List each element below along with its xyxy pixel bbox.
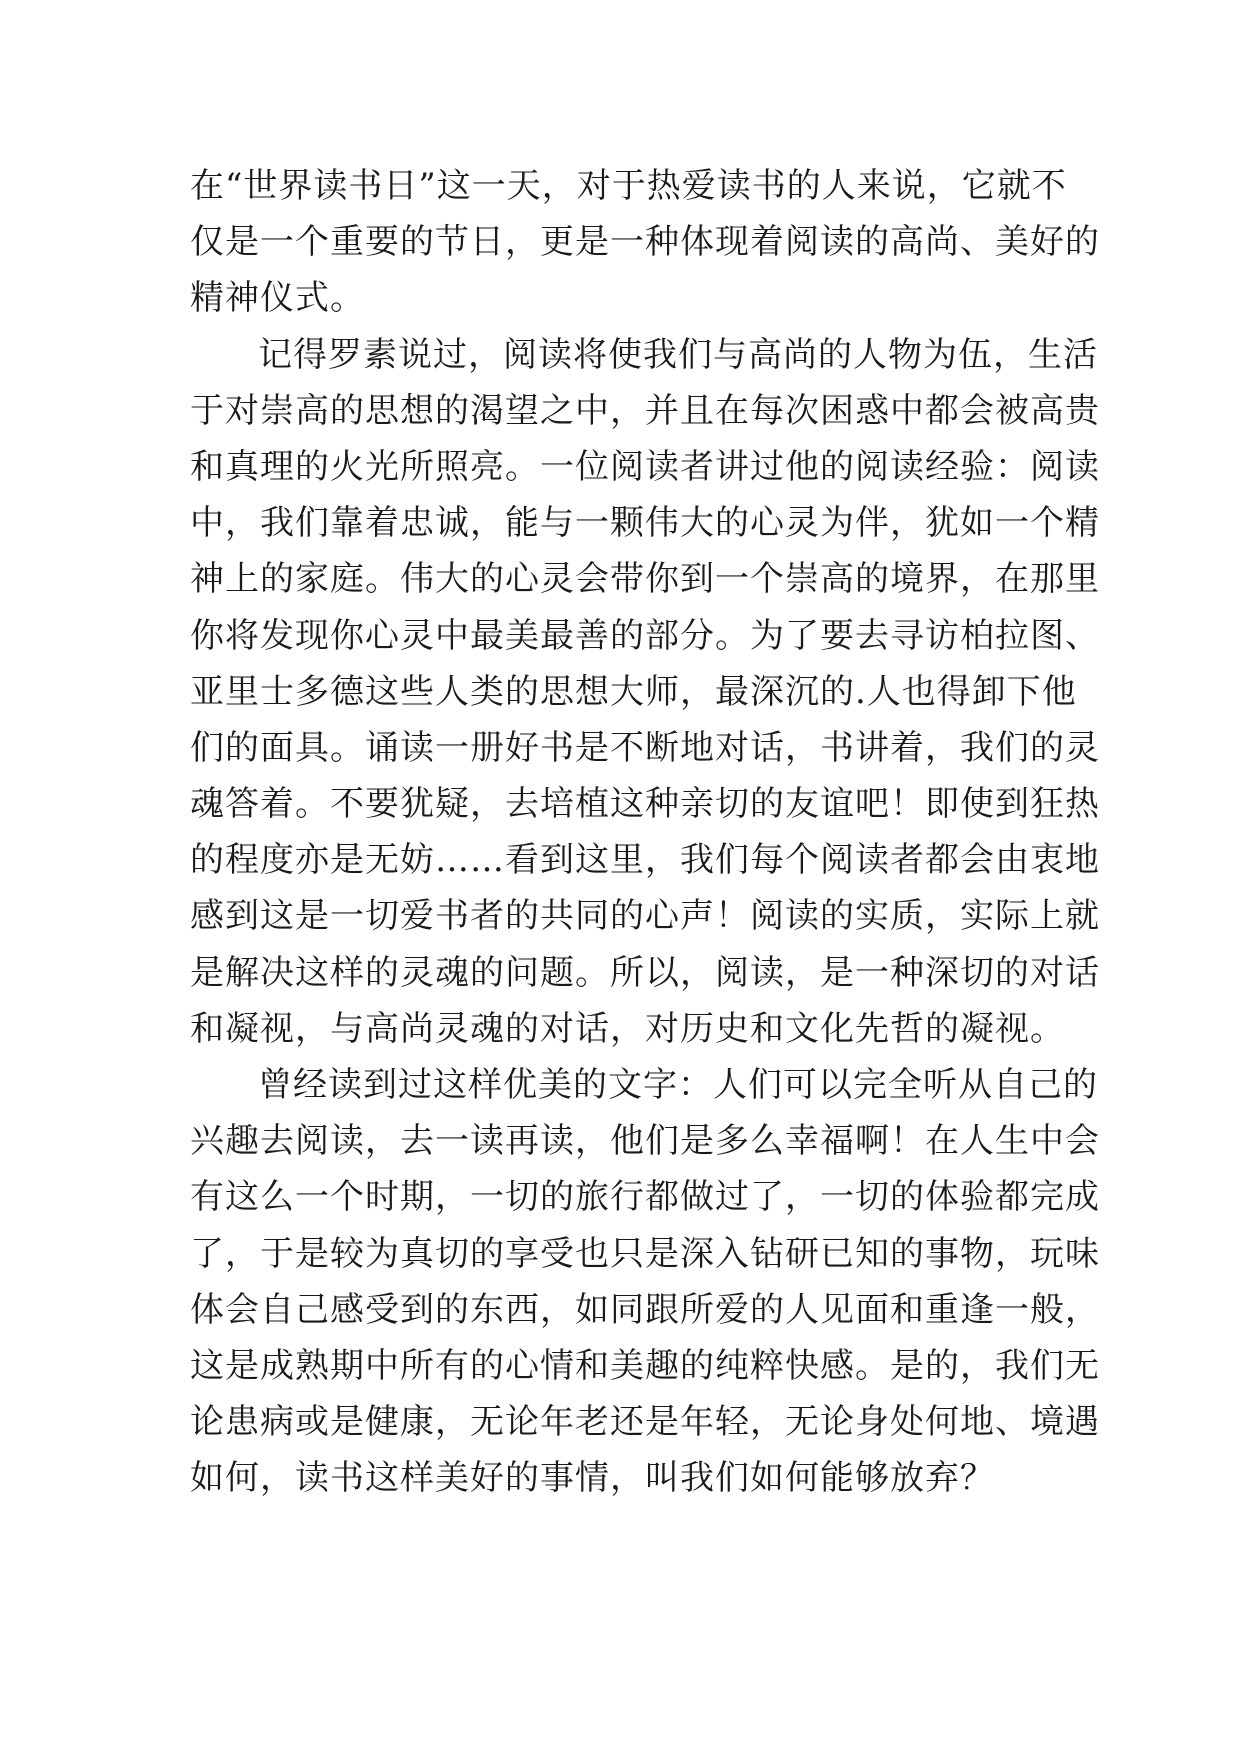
text-line: 们的面具。诵读一册好书是不断地对话，书讲着，我们的灵 [190, 727, 1100, 768]
paragraph-3 [190, 1057, 1100, 1507]
text-line: 神上的家庭。伟大的心灵会带你到一个崇高的境界，在那里 [190, 559, 1100, 600]
text-line: 论患病或是健康，无论年老还是年轻，无论身处何地、境遇 [190, 1402, 1100, 1443]
text-line: 这是成熟期中所有的心情和美趣的纯粹快感。是的，我们无 [190, 1345, 1100, 1386]
text-line: 和真理的火光所照亮。一位阅读者讲过他的阅读经验：阅读 [190, 446, 1100, 487]
text-line: 和凝视，与高尚灵魂的对话，对历史和文化先哲的凝视。 [190, 1008, 1065, 1049]
text-line: 中，我们靠着忠诚，能与一颗伟大的心灵为伴，犹如一个精 [190, 503, 1100, 544]
text-line: 体会自己感受到的东西，如同跟所爱的人见面和重逢一般， [190, 1289, 1100, 1330]
paragraph-1 [190, 158, 1100, 327]
text-line: 感到这是一切爱书者的共同的心声！阅读的实质，实际上就 [190, 896, 1100, 937]
text-line: 仅是一个重要的节日，更是一种体现着阅读的高尚、美好的 [190, 222, 1100, 263]
text-line: 你将发现你心灵中最美最善的部分。为了要去寻访柏拉图、 [190, 615, 1100, 656]
text-line: 如何，读书这样美好的事情，叫我们如何能够放弃？ [190, 1458, 995, 1499]
text-line: 于对崇高的思想的渴望之中，并且在每次困惑中都会被高贵 [190, 390, 1100, 431]
paragraph-2 [190, 327, 1100, 1057]
text-line: 记得罗素说过，阅读将使我们与高尚的人物为伍，生活 [258, 334, 1098, 375]
text-line: 精神仪式。 [190, 278, 365, 319]
text-line: 的程度亦是无妨……看到这里，我们每个阅读者都会由衷地 [190, 840, 1100, 881]
text-line: 兴趣去阅读，去一读再读，他们是多么幸福啊！在人生中会 [190, 1121, 1100, 1162]
text-line: 在“世界读书日”这一天，对于热爱读书的人来说，它就不 [190, 166, 1067, 206]
text-line: 亚里士多德这些人类的思想大师，最深沉的.人也得卸下他 [190, 671, 1077, 712]
text-line: 魂答着。不要犹疑，去培植这种亲切的友谊吧！即使到狂热 [190, 784, 1100, 825]
text-line: 曾经读到过这样优美的文字：人们可以完全听从自己的 [258, 1065, 1098, 1105]
text-line: 了，于是较为真切的享受也只是深入钻研已知的事物，玩味 [190, 1233, 1100, 1274]
text-line: 是解决这样的灵魂的问题。所以，阅读，是一种深切的对话 [190, 952, 1100, 993]
document-body [190, 158, 1100, 1507]
text-line: 有这么一个时期，一切的旅行都做过了，一切的体验都完成 [190, 1177, 1100, 1218]
